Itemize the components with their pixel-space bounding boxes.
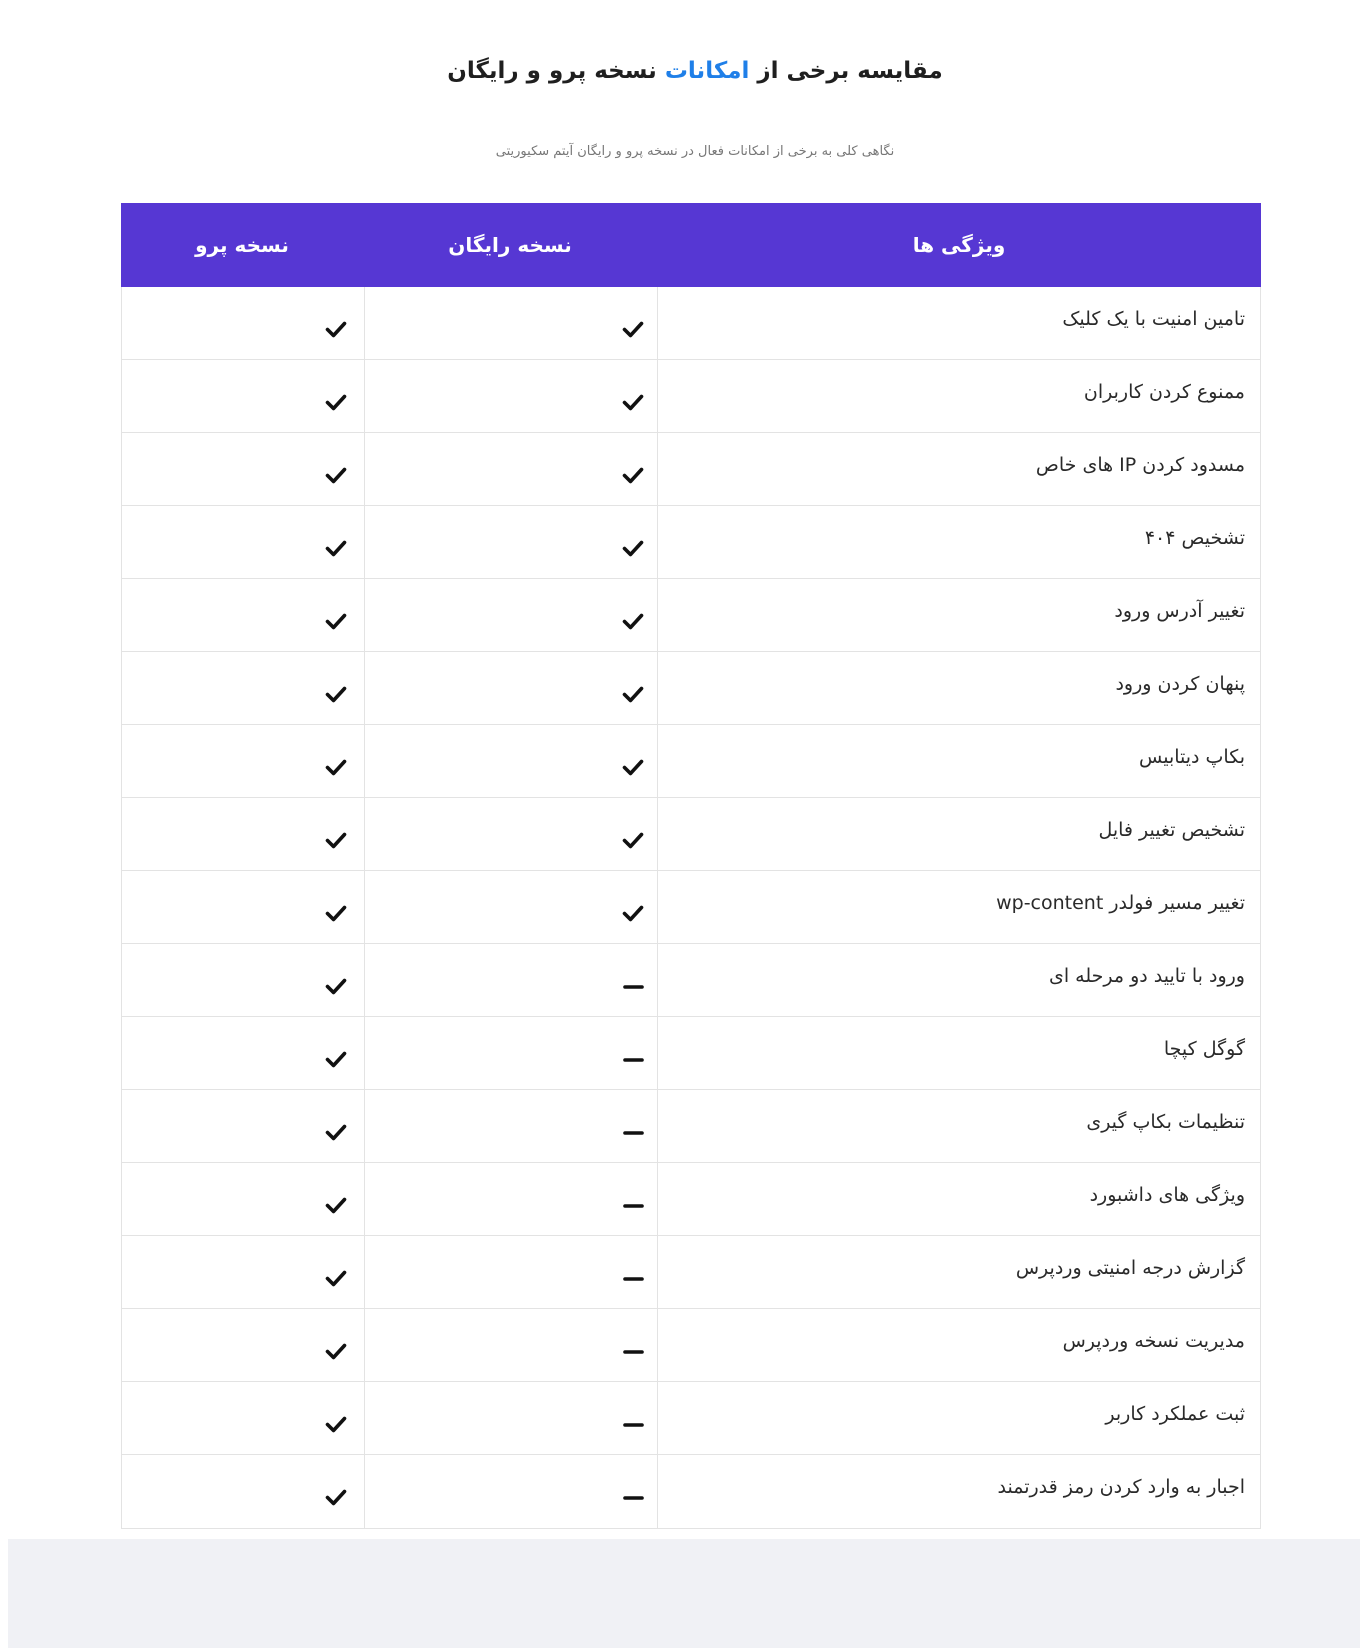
check-icon (324, 1047, 348, 1071)
header-features: ویژگی ها (912, 233, 1006, 257)
table-row (121, 360, 1261, 433)
cell-free (364, 1309, 658, 1381)
cell-pro (122, 360, 364, 432)
cell-pro (122, 798, 364, 870)
cell-free (364, 1382, 658, 1454)
table-header (121, 203, 1261, 287)
cell-pro (122, 725, 364, 797)
dash-icon (621, 1193, 645, 1217)
title-part-2: نسخه پرو و رایگان (447, 58, 657, 84)
page-title (0, 58, 1360, 84)
check-icon (324, 390, 348, 414)
table-body (121, 287, 1261, 1529)
check-icon (621, 901, 645, 925)
table-row (121, 1309, 1261, 1382)
page-subtitle: نگاهی کلی به برخی از امکانات فعال در نسخه پرو و رایگان آیتم سکیوریتی (495, 144, 895, 159)
cell-free (364, 1163, 658, 1235)
check-icon (621, 682, 645, 706)
cell-feature: اجبار به وارد کردن رمز قدرتمند (997, 1476, 1245, 1498)
cell-free (364, 360, 658, 432)
cell-free (364, 506, 658, 578)
cell-free (364, 652, 658, 724)
cell-free (364, 579, 658, 651)
check-icon (621, 463, 645, 487)
check-icon (324, 536, 348, 560)
cell-feature: تشخیص ۴۰۴ (1144, 527, 1245, 549)
check-icon (324, 1485, 348, 1509)
table-row (121, 871, 1261, 944)
cell-free (364, 433, 658, 505)
dash-icon (621, 1412, 645, 1436)
header-free: نسخه رایگان (448, 233, 572, 257)
dash-icon (621, 974, 645, 998)
cell-feature: تامین امنیت با یک کلیک (1062, 308, 1245, 330)
check-icon (324, 609, 348, 633)
cell-feature: پنهان کردن ورود (1115, 673, 1245, 695)
table-row (121, 1455, 1261, 1529)
table-row (121, 506, 1261, 579)
cell-feature: گوگل کپچا (1163, 1038, 1245, 1060)
check-icon (621, 609, 645, 633)
table-row (121, 433, 1261, 506)
table-row (121, 1163, 1261, 1236)
cell-pro (122, 506, 364, 578)
cell-feature: ممنوع کردن کاربران (1083, 381, 1245, 403)
check-icon (324, 1339, 348, 1363)
title-highlight: امکانات (664, 58, 750, 84)
check-icon (324, 974, 348, 998)
check-icon (324, 317, 348, 341)
cell-feature: تغییر آدرس ورود (1114, 600, 1245, 622)
table-row (121, 944, 1261, 1017)
cell-feature: تغییر مسیر فولدر wp-content (996, 892, 1245, 914)
cell-feature: تنظیمات بکاپ گیری (1086, 1111, 1245, 1133)
cell-pro (122, 1090, 364, 1162)
comparison-table (121, 203, 1261, 1529)
check-icon (621, 536, 645, 560)
cell-free (364, 1455, 658, 1528)
check-icon (324, 755, 348, 779)
dash-icon (621, 1047, 645, 1071)
check-icon (621, 828, 645, 852)
check-icon (621, 317, 645, 341)
table-row (121, 1090, 1261, 1163)
check-icon (324, 1412, 348, 1436)
cell-pro (122, 1309, 364, 1381)
cell-pro (122, 871, 364, 943)
dash-icon (621, 1339, 645, 1363)
check-icon (324, 1120, 348, 1144)
cell-free (364, 871, 658, 943)
cell-feature: گزارش درجه امنیتی وردپرس (1015, 1257, 1245, 1279)
cell-pro (122, 579, 364, 651)
cell-feature: بکاپ دیتابیس (1138, 746, 1245, 768)
check-icon (324, 1193, 348, 1217)
table-row (121, 798, 1261, 871)
table-row (121, 725, 1261, 798)
cell-feature: تشخیص تغییر فایل (1098, 819, 1245, 841)
cell-pro (122, 1236, 364, 1308)
cell-pro (122, 1455, 364, 1528)
table-row (121, 579, 1261, 652)
check-icon (621, 390, 645, 414)
dash-icon (621, 1266, 645, 1290)
cell-feature: ورود با تایید دو مرحله ای (1048, 965, 1245, 987)
check-icon (621, 755, 645, 779)
table-row (121, 287, 1261, 360)
cell-free (364, 1090, 658, 1162)
check-icon (324, 463, 348, 487)
cell-pro (122, 287, 364, 359)
cell-feature: ثبت عملکرد کاربر (1105, 1403, 1245, 1425)
cell-free (364, 1017, 658, 1089)
cell-free (364, 1236, 658, 1308)
check-icon (324, 682, 348, 706)
cell-free (364, 798, 658, 870)
check-icon (324, 901, 348, 925)
dash-icon (621, 1120, 645, 1144)
table-row (121, 652, 1261, 725)
cell-pro (122, 944, 364, 1016)
table-row (121, 1382, 1261, 1455)
cell-free (364, 944, 658, 1016)
check-icon (324, 1266, 348, 1290)
cell-pro (122, 1017, 364, 1089)
cell-pro (122, 1382, 364, 1454)
cell-feature: مدیریت نسخه وردپرس (1062, 1330, 1245, 1352)
header-pro: نسخه پرو (195, 233, 289, 257)
cell-pro (122, 652, 364, 724)
cell-free (364, 725, 658, 797)
footer-area (8, 1539, 1360, 1648)
dash-icon (621, 1485, 645, 1509)
cell-pro (122, 433, 364, 505)
title-part-1: مقایسه برخی از (757, 58, 943, 84)
cell-free (364, 287, 658, 359)
table-row (121, 1017, 1261, 1090)
cell-feature: ویژگی های داشبورد (1089, 1184, 1245, 1206)
cell-feature: مسدود کردن IP های خاص (1035, 454, 1245, 476)
check-icon (324, 828, 348, 852)
table-row (121, 1236, 1261, 1309)
cell-pro (122, 1163, 364, 1235)
